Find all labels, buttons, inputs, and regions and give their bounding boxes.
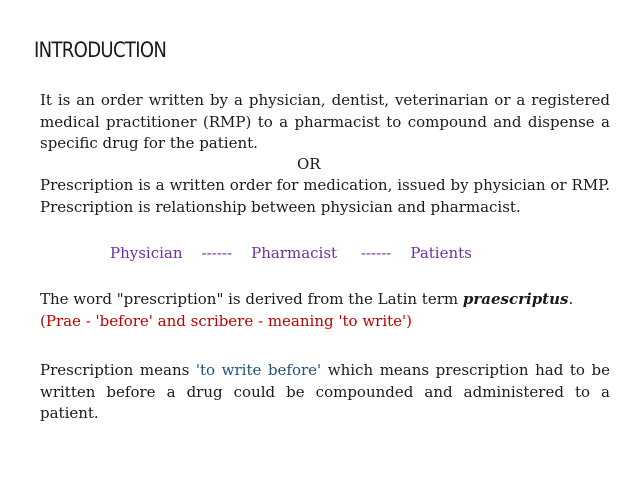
definition-paragraph: It is an order written by a physician, dentist, veterinarian or a registered medical practitioner (RMP) to a pharmacist to compound and dispense a specific drug for the patient. — [40, 91, 610, 152]
meaning-quote: 'to write before' — [195, 361, 322, 379]
meaning-paragraph — [40, 360, 610, 425]
meaning-after: which means prescription had to be written before a drug could be compounded and administered to a patient. — [40, 361, 610, 422]
etymology-paragraph — [40, 289, 610, 332]
etymology-period: . — [568, 290, 574, 308]
etymology-text: The word "prescription" is derived from the Latin term — [40, 290, 463, 308]
relationship-flow — [110, 244, 472, 262]
flow-patients: Patients — [410, 244, 472, 262]
flow-pharmacist: Pharmacist — [251, 244, 338, 262]
or-separator: OR — [297, 155, 321, 173]
etymology-meaning: (Prae - 'before' and scribere - meaning 'to write') — [40, 311, 413, 330]
alternate-definition-paragraph: Prescription is a written order for medication, issued by physician or RMP. Prescription is relationship between physician and pharmacist. — [40, 176, 610, 216]
slide-title: INTRODUCTION — [34, 38, 167, 62]
flow-separator-2: ------ — [360, 244, 392, 262]
flow-separator-1: ------ — [201, 244, 233, 262]
flow-physician: Physician — [110, 244, 183, 262]
latin-term: praescriptus — [462, 290, 569, 308]
meaning-before: Prescription means — [40, 361, 196, 379]
